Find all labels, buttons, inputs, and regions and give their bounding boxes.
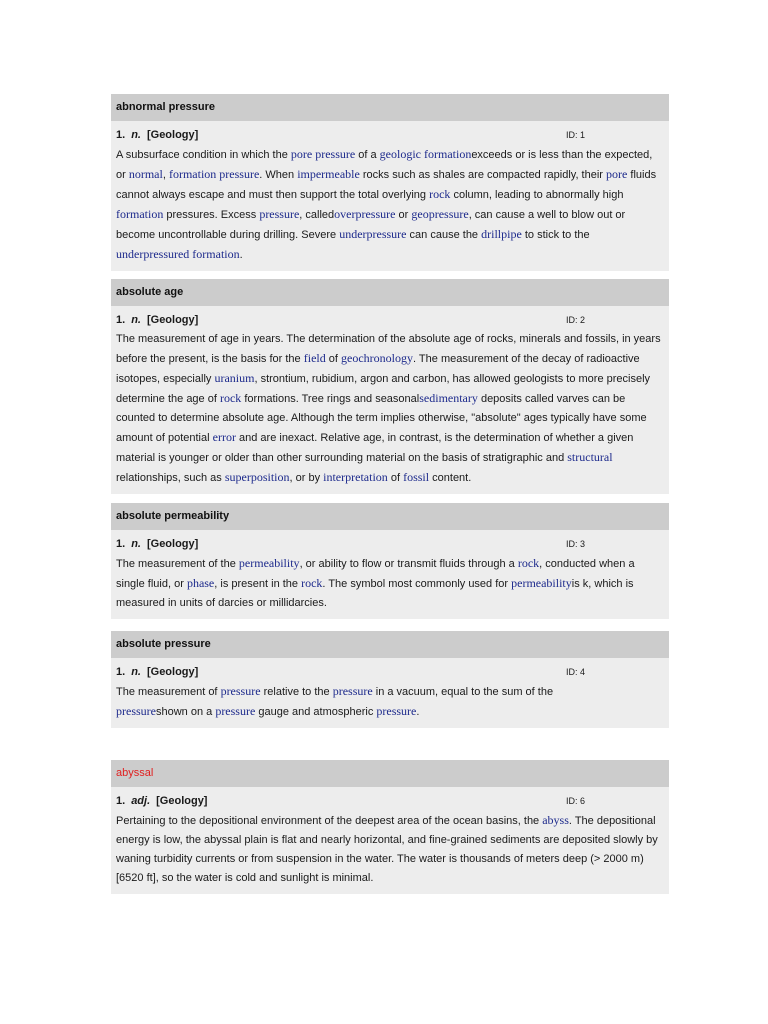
definition-text: . When <box>259 169 298 181</box>
entry-abyssal <box>111 760 669 894</box>
entry-term: absolute permeability <box>111 503 669 530</box>
glossary-link[interactable]: pore <box>606 167 628 181</box>
definition-text: The measurement of age in years. The determination of the absolute age of rocks, minerals and fossils, in years before the present, is the basis for the <box>116 333 661 365</box>
sense-number: 1. <box>116 795 126 807</box>
definition <box>116 811 664 888</box>
glossary-link[interactable]: error <box>212 430 236 444</box>
glossary-link[interactable]: uranium <box>214 371 255 385</box>
definition <box>116 330 664 488</box>
definition <box>116 554 664 613</box>
field-label: [Geology] <box>156 795 208 807</box>
glossary-link[interactable]: pressure <box>116 704 156 718</box>
part-of-speech: n. <box>131 538 141 550</box>
entry-body <box>111 121 669 271</box>
definition-text: shown on a <box>155 706 216 718</box>
definition-text: , conducted when a single fluid, or <box>116 558 635 590</box>
definition-text: . <box>416 706 420 718</box>
entry-id: ID: 4 <box>566 667 586 677</box>
part-of-speech: n. <box>131 666 141 678</box>
part-of-speech: n. <box>131 314 141 326</box>
sense-line <box>116 310 664 330</box>
glossary-link[interactable]: pressure <box>376 704 417 718</box>
part-of-speech: adj. <box>131 795 151 807</box>
glossary-link[interactable]: overpressure <box>334 207 396 221</box>
definition-text: rocks such as shales are compacted rapidly, their <box>359 169 607 181</box>
definition-text: The measurement of <box>116 686 221 698</box>
definition-text: , or ability to flow or transmit fluids through a <box>299 558 518 570</box>
entry-term: absolute age <box>111 279 669 306</box>
sense-line <box>116 662 664 682</box>
definition-text: exceeds or is less than the expected, or <box>116 149 653 181</box>
glossary-link[interactable]: pressure <box>215 704 256 718</box>
entry-absolute-permeability <box>111 503 669 619</box>
glossary-link[interactable]: superposition <box>224 470 290 484</box>
field-label: [Geology] <box>146 129 199 141</box>
field-label: [Geology] <box>146 314 199 326</box>
definition-text: , can cause a well to blow out or become uncontrollable during drilling. Severe <box>116 209 626 241</box>
glossary-link[interactable]: formation pressure <box>168 167 260 181</box>
entry-term: absolute pressure <box>111 631 669 658</box>
entry-id: ID: 3 <box>566 539 586 549</box>
definition-text: , called <box>299 209 335 221</box>
definition <box>116 682 571 722</box>
glossary-link[interactable]: geologic formation <box>379 147 472 161</box>
glossary-link[interactable]: pressure <box>259 207 300 221</box>
glossary-link[interactable]: pressure <box>332 684 373 698</box>
definition-text: . <box>239 249 243 261</box>
glossary-link[interactable]: field <box>303 351 326 365</box>
glossary-link[interactable]: impermeable <box>297 167 360 181</box>
definition-text: to stick to the <box>521 229 590 241</box>
sense-line <box>116 791 664 811</box>
glossary-link[interactable]: structural <box>567 450 613 464</box>
entry-id: ID: 1 <box>566 130 586 140</box>
entry-body <box>111 787 669 894</box>
definition-text: , strontium, rubidium, argon and carbon, has allowed geologists to more precisely determine the age of <box>116 373 651 405</box>
glossary-link[interactable]: sedimentary <box>419 391 478 405</box>
glossary-link[interactable]: interpretation <box>323 470 388 484</box>
entry-body <box>111 306 669 494</box>
sense-line <box>116 534 664 554</box>
definition-text: fluids cannot always escape and must then support the total overlying <box>116 169 657 201</box>
definition-text: of <box>325 353 342 365</box>
definition <box>116 145 664 265</box>
definition-text: Pertaining to the depositional environment of the deepest area of the ocean basins, the <box>116 815 543 827</box>
glossary-link[interactable]: geopressure <box>411 207 469 221</box>
definition-text: of <box>387 472 404 484</box>
entry-term: abyssal <box>111 760 669 787</box>
definition-text: The measurement of the <box>116 558 239 570</box>
sense-number: 1. <box>116 129 126 141</box>
entry-id: ID: 6 <box>566 796 586 806</box>
definition-text: of a <box>355 149 380 161</box>
entry-absolute-age <box>111 279 669 494</box>
definition-text: A subsurface condition in which the <box>116 149 291 161</box>
definition-text: gauge and atmospheric <box>255 706 377 718</box>
field-label: [Geology] <box>146 538 199 550</box>
glossary-link[interactable]: rock <box>517 556 540 570</box>
glossary-link[interactable]: permeability <box>238 556 300 570</box>
definition-text: formations. Tree rings and seasonal <box>241 393 420 405</box>
glossary-link[interactable]: rock <box>219 391 242 405</box>
definition-text: column, leading to abnormally high <box>450 189 624 201</box>
definition-text: and are inexact. Relative age, in contrast, is the determination of whether a given material is younger or older than other surrounding material on the basis of stratigraphic and <box>116 432 634 464</box>
definition-text: pressures. Excess <box>163 209 260 221</box>
glossary-link[interactable]: pore pressure <box>290 147 356 161</box>
glossary-link[interactable]: phase <box>186 576 215 590</box>
definition-text: or <box>395 209 412 221</box>
definition-text: , <box>162 169 169 181</box>
glossary-link[interactable]: fossil <box>403 470 430 484</box>
entry-body <box>111 658 669 728</box>
definition-text: relationships, such as <box>116 472 225 484</box>
definition-text: , is present in the <box>214 578 302 590</box>
field-label: [Geology] <box>146 666 199 678</box>
sense-number: 1. <box>116 666 126 678</box>
glossary-link[interactable]: rock <box>301 576 323 590</box>
definition-text: is k, which is measured in units of darcies or millidarcies. <box>116 578 634 609</box>
sense-number: 1. <box>116 538 126 550</box>
definition-text: . The depositional energy is low, the abyssal plain is flat and nearly horizontal, and fine-grained sediments are deposited slowly by waning turbidity currents or from suspension in the water. The water is thousands of meters deep (> 2000 m) [6520 ft], so the water is cold and sunlight is minimal. <box>116 815 658 884</box>
entry-abnormal-pressure <box>111 94 669 271</box>
glossary-link[interactable]: underpressured formation <box>116 247 240 261</box>
glossary-link[interactable]: underpressure <box>339 227 407 241</box>
entry-body <box>111 530 669 619</box>
glossary-link[interactable]: rock <box>429 187 451 201</box>
glossary-link[interactable]: drillpipe <box>481 227 522 241</box>
part-of-speech: n. <box>131 129 141 141</box>
sense-line <box>116 125 664 145</box>
definition-text: . The measurement of the decay of radioactive isotopes, especially <box>116 353 640 385</box>
definition-text: can cause the <box>406 229 482 241</box>
definition-text: . The symbol most commonly used for <box>322 578 512 590</box>
sense-number: 1. <box>116 314 126 326</box>
entry-id: ID: 2 <box>566 315 586 325</box>
definition-text: in a vacuum, equal to the sum of the <box>372 686 554 698</box>
glossary-link[interactable]: pressure <box>220 684 261 698</box>
glossary-link[interactable]: permeability <box>511 576 572 590</box>
entry-term: abnormal pressure <box>111 94 669 121</box>
entry-absolute-pressure <box>111 631 669 728</box>
glossary-link[interactable]: normal <box>128 167 163 181</box>
glossary-link[interactable]: formation <box>116 207 164 221</box>
glossary-link[interactable]: abyss <box>542 813 569 827</box>
definition-text: deposits called varves can be counted to determine absolute age. Although the term implies otherwise, "absolute" ages typically have some amount of potential <box>116 393 647 444</box>
definition-text: content. <box>429 472 472 484</box>
glossary-link[interactable]: geochronology <box>341 351 414 365</box>
definition-text: relative to the <box>260 686 333 698</box>
definition-text: , or by <box>289 472 324 484</box>
